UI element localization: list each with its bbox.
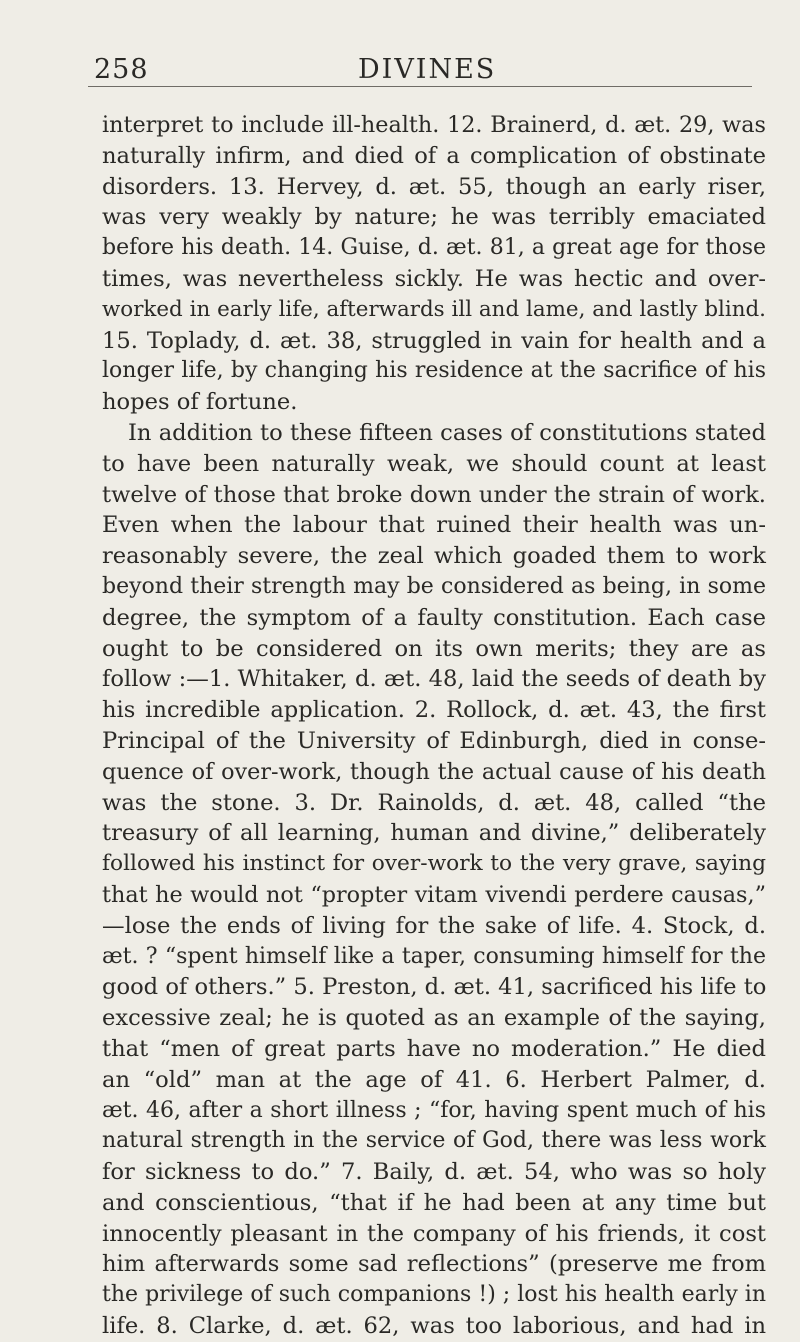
text-line: times, was nevertheless sickly. He was hectic and over- <box>102 265 766 292</box>
body-text <box>102 110 766 1342</box>
text-line: ought to be considered on its own merits; they are as <box>102 635 766 662</box>
text-line: twelve of those that broke down under the strain of work. <box>102 481 766 508</box>
text-line: Principal of the University of Edinburgh, died in conse- <box>102 727 766 754</box>
text-line: quence of over-work, though the actual cause of his death <box>102 758 766 785</box>
text-line: that “men of great parts have no moderation.” He died <box>102 1035 766 1062</box>
text-line: reasonably severe, the zeal which goaded them to work <box>102 543 766 570</box>
text-line: him afterwards some sad reflections” (preserve me from <box>102 1251 766 1278</box>
text-line: was very weakly by nature; he was terribly emaciated <box>102 204 766 231</box>
running-title: DIVINES <box>358 54 497 85</box>
text-line: excessive zeal; he is quoted as an example of the saying, <box>102 1005 766 1032</box>
text-line: his incredible application. 2. Rollock, d. æt. 43, the first <box>102 697 766 724</box>
text-line: life. 8. Clarke, d. æt. 62, was too laborious, and had in <box>102 1313 766 1340</box>
text-line: follow :—1. Whitaker, d. æt. 48, laid the seeds of death by <box>102 666 766 693</box>
text-line: naturally infirm, and died of a complication of obstinate <box>102 142 766 169</box>
text-line: 15. Toplady, d. æt. 38, struggled in vain for health and a <box>102 327 766 354</box>
text-line: longer life, by changing his residence at the sacrifice of his <box>102 358 766 384</box>
text-line: beyond their strength may be considered as being, in some <box>102 573 766 599</box>
text-line: an “old” man at the age of 41. 6. Herbert Palmer, d. <box>102 1066 766 1093</box>
header-rule <box>88 86 752 87</box>
text-line: that he would not “propter vitam vivendi perdere causas,” <box>102 881 766 908</box>
text-line: æt. 46, after a short illness ; “for, having spent much of his <box>102 1097 766 1123</box>
text-line: disorders. 13. Hervey, d. æt. 55, though an early riser, <box>102 173 766 200</box>
text-line: hopes of fortune. <box>102 389 298 416</box>
text-line: was the stone. 3. Dr. Rainolds, d. æt. 48, called “the <box>102 789 766 816</box>
text-line: the privilege of such companions !) ; lost his health early in <box>102 1282 766 1308</box>
text-line: followed his instinct for over-work to the very grave, saying <box>102 851 766 877</box>
page-number: 258 <box>94 54 149 85</box>
text-line: good of others.” 5. Preston, d. æt. 41, sacrificed his life to <box>102 974 767 1001</box>
text-line: —lose the ends of living for the sake of life. 4. Stock, d. <box>102 912 766 939</box>
text-line: In addition to these fifteen cases of constitutions stated <box>128 419 766 446</box>
text-line: innocently pleasant in the company of his friends, it cost <box>102 1220 766 1247</box>
text-line: natural strength in the service of God, there was less work <box>102 1128 766 1154</box>
text-line: for sickness to do.” 7. Baily, d. æt. 54, who was so holy <box>102 1159 766 1186</box>
text-line: Even when the labour that ruined their health was un- <box>102 512 766 539</box>
text-line: æt. ? “spent himself like a taper, consuming himself for the <box>102 943 766 969</box>
text-line: before his death. 14. Guise, d. æt. 81, a great age for those <box>102 235 766 261</box>
text-line: degree, the symptom of a faulty constitution. Each case <box>102 604 766 631</box>
text-line: to have been naturally weak, we should count at least <box>102 450 766 477</box>
text-line: and conscientious, “that if he had been at any time but <box>102 1189 766 1216</box>
text-line: interpret to include ill-health. 12. Brainerd, d. æt. 29, was <box>102 112 766 138</box>
text-line: worked in early life, afterwards ill and lame, and lastly blind. <box>102 296 766 322</box>
text-line: treasury of all learning, human and divine,” deliberately <box>102 820 766 847</box>
